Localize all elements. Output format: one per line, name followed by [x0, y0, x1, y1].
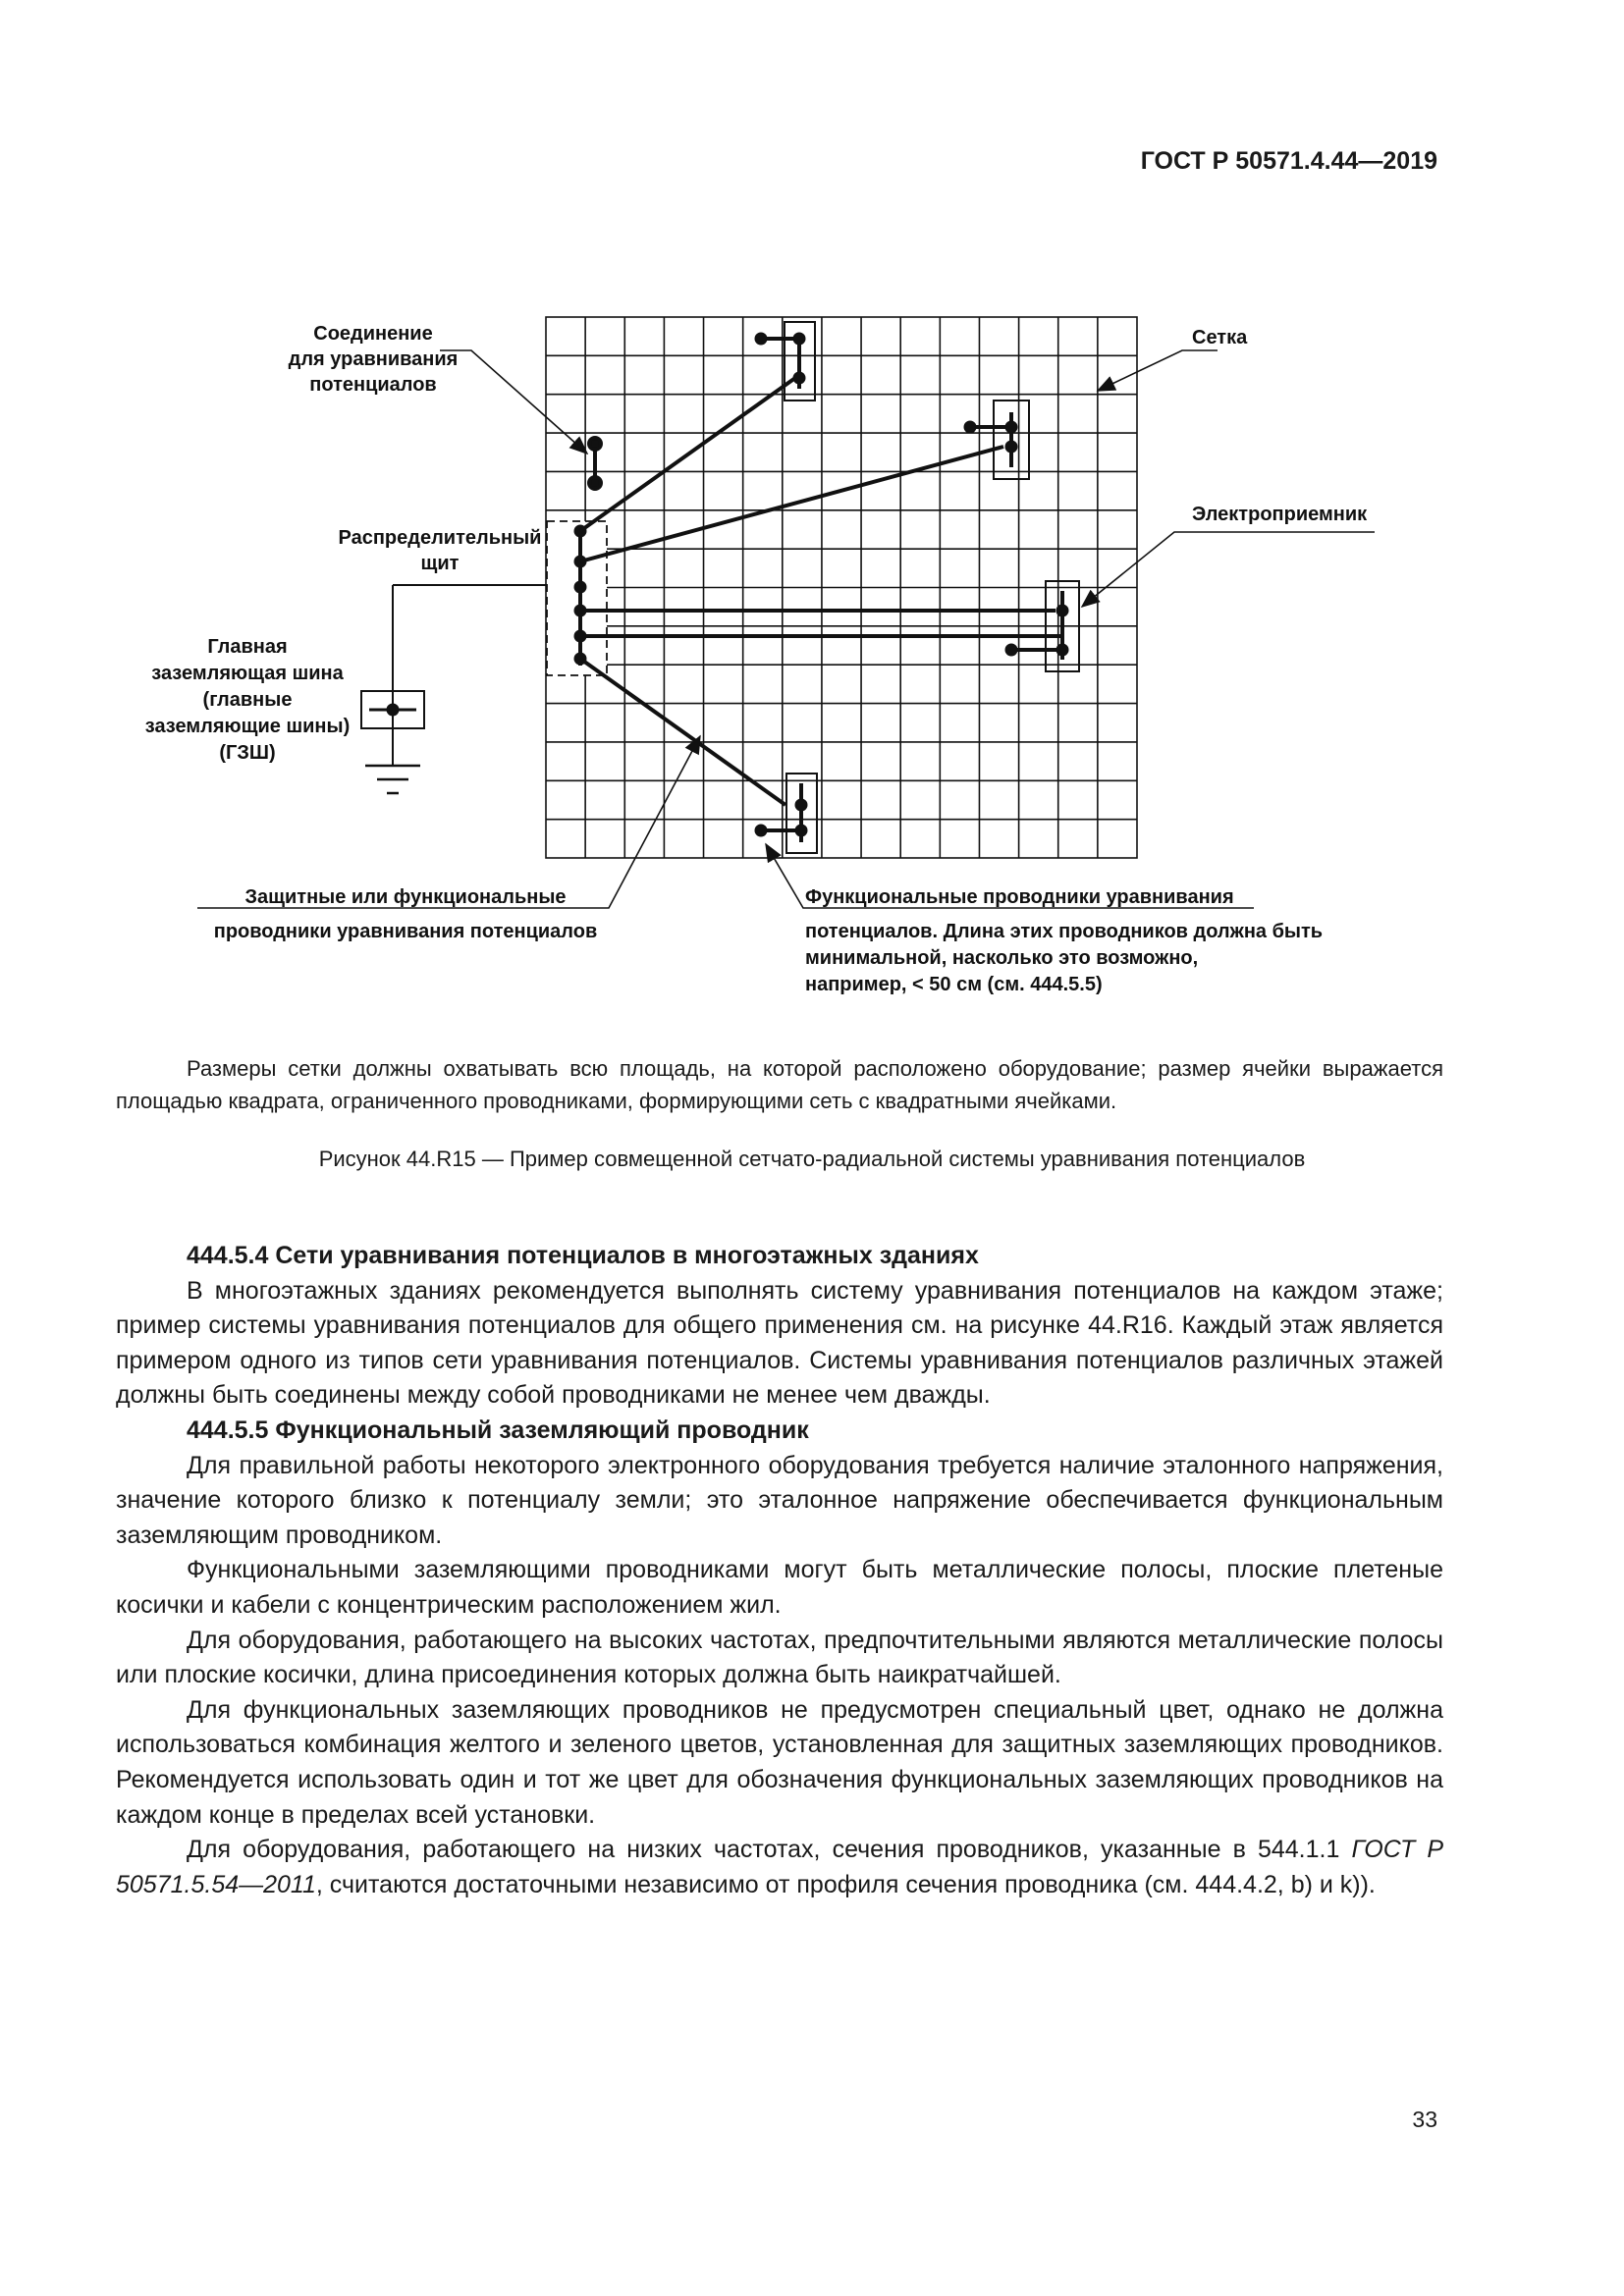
label-bonding-connection-1: Соединение — [313, 323, 433, 345]
radial-conductors — [580, 378, 1061, 805]
main-earthing-bar-symbol — [361, 585, 546, 793]
section-heading-444-5-5: 444.5.5 Функциональный заземляющий проводник — [187, 1415, 809, 1444]
paragraph-text: Для оборудования, работающего на низких частотах, сечения проводников, указанные в 544.1.1 — [187, 1836, 1352, 1864]
paragraph — [116, 1833, 1443, 1902]
label-functional-conductors-2: потенциалов. Длина этих проводников должна быть — [805, 921, 1324, 942]
label-distribution-board-1: Распределительный — [338, 527, 542, 549]
paragraph: Функциональными заземляющими проводниками могут быть металлические полосы, плоские плетеные косички и кабели с концентрическим расположением жил. — [116, 1556, 1443, 1619]
label-distribution-board-2: щит — [420, 553, 460, 574]
label-mesh: Сетка — [1192, 327, 1248, 348]
label-protective-conductors-2: проводники уравнивания потенциалов — [213, 921, 598, 942]
paragraph: Для оборудования, работающего на высоких частотах, предпочтительными являются металлические полосы или плоские косички, длина присоединения которых должна быть наикратчайшей. — [116, 1626, 1443, 1689]
label-main-earthing-bar-5: (ГЗШ) — [219, 742, 276, 764]
label-main-earthing-bar-1: Главная — [207, 636, 288, 658]
page-number: 33 — [1412, 2107, 1437, 2132]
label-functional-conductors-3: минимальной, насколько это возможно, — [805, 947, 1199, 969]
label-main-earthing-bar-3: (главные — [202, 689, 293, 711]
body-text — [116, 1239, 1443, 1902]
label-protective-conductors-1: Защитные или функциональные — [244, 886, 567, 908]
page-header-standard: ГОСТ Р 50571.4.44—2019 — [1140, 147, 1437, 175]
distribution-board-box — [547, 521, 607, 675]
paragraph: В многоэтажных зданиях рекомендуется выполнять систему уравнивания потенциалов на каждом этаже; пример системы уравнивания потенциалов для общего применения см. на рисунке 44.R16. Каждый этаж является примером одного из типов сети уравнивания потенциалов. Системы уравнивания потенциалов различных этажей должны быть соединены между собой проводниками не менее чем дважды. — [116, 1276, 1443, 1410]
standard-reference: ГОСТ Р 50571.5.54—2011 — [116, 1836, 1443, 1898]
figure-title: Рисунок 44.R15 — Пример совмещенной сетчато-радиальной системы уравнивания потенциалов — [318, 1147, 1306, 1171]
mesh-grid — [546, 317, 1137, 858]
section-heading-444-5-4: 444.5.4 Сети уравнивания потенциалов в многоэтажных зданиях — [187, 1242, 979, 1269]
label-main-earthing-bar-2: заземляющая шина — [151, 663, 344, 684]
label-bonding-connection-3: потенциалов — [309, 374, 437, 396]
label-main-earthing-bar-4: заземляющие шины) — [144, 716, 351, 737]
label-bonding-connection-2: для уравнивания — [288, 348, 459, 370]
paragraph: Для функциональных заземляющих проводников не предусмотрен специальный цвет, однако не должна использоваться комбинация желтого и зеленого цветов, установленная для защитных заземляющих проводников. Рекомендуется использовать один и тот же цвет для обозначения функциональных заземляющих проводников на каждом конце в пределах всей установки. — [116, 1695, 1443, 1829]
label-equipment: Электроприемник — [1192, 504, 1368, 525]
paragraph-text: , считаются достаточными независимо от профиля сечения проводника (см. 444.4.2, b) и k)). — [315, 1870, 1376, 1898]
bonding-connection-symbol — [589, 438, 601, 489]
figure-note — [116, 1052, 1443, 1117]
paragraph: Для правильной работы некоторого электронного оборудования требуется наличие эталонного напряжения, значение которого близко к потенциалу земли; это эталонное напряжение обеспечивается функциональным заземляющим проводником. — [116, 1451, 1443, 1549]
bonding-network-diagram — [0, 0, 1624, 1080]
label-functional-conductors-1: Функциональные проводники уравнивания — [805, 886, 1234, 908]
label-functional-conductors-4: например, < 50 см (см. 444.5.5) — [805, 974, 1103, 995]
figure-note-text: Размеры сетки должны охватывать всю площадь, на которой расположено оборудование; размер ячейки выражается площадью квадрата, ограниченного проводниками, формирующими сеть с квадратными ячейками. — [116, 1056, 1443, 1113]
